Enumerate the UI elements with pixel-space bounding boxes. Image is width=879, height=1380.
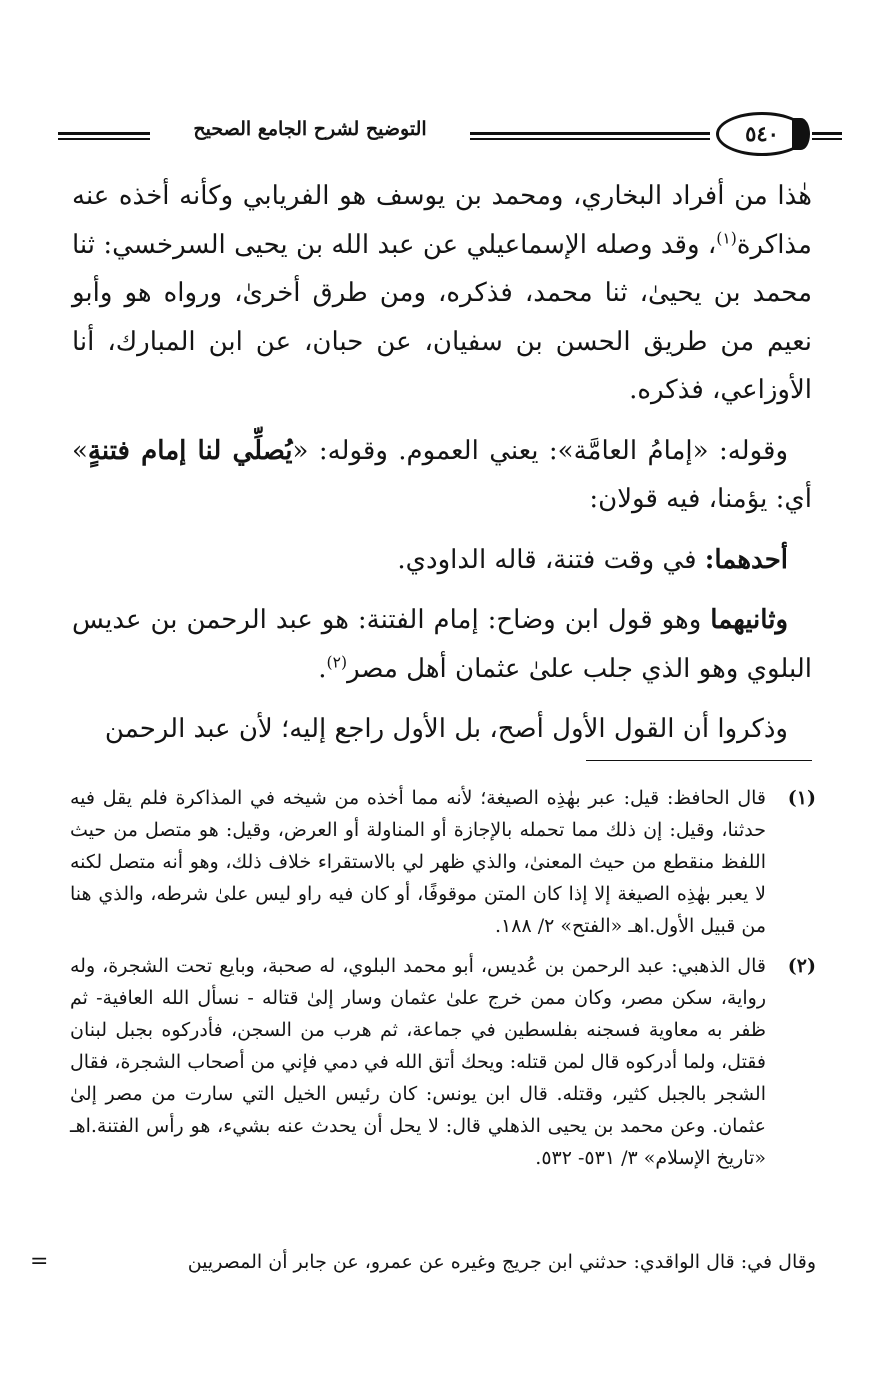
continuation-text: وقال في: قال الواقدي: حدثني ابن جريج وغيره عن عمرو، عن جابر أن المصريين [187,1251,816,1273]
page-header [40,112,852,160]
main-text [72,172,812,754]
footnote-1 [70,782,816,942]
header-rule-left [58,132,150,140]
paragraph-2-end: » أي: يؤمنا، فيه قولان: [72,435,812,514]
page-number: ٥٤٠ [716,112,808,156]
second-opinion-text: وهو قول ابن وضاح: إمام الفتنة: هو عبد الرحمن بن عديس البلوي وهو الذي جلب علىٰ عثمان أهل مصر [72,605,812,684]
paragraph-4 [72,596,812,693]
footnote-2 [70,950,816,1174]
paragraph-5 [72,705,812,754]
paragraph-5-text: وذكروا أن القول الأول أصح، بل الأول راجع إليه؛ لأن عبد الرحمن [104,714,788,744]
footnote-1-number: (١) [787,787,816,809]
footnote-2-number: (٢) [787,955,816,977]
footnote-separator [586,760,812,761]
footnote-continuation [30,1246,816,1278]
paragraph-1-text: هٰذا من أفراد البخاري، ومحمد بن يوسف هو الفريابي وكأنه أخذه عنه مذاكرة [72,181,812,260]
first-opinion-text: في وقت فتنة، قاله الداودي. [397,544,705,575]
paragraph-1-rest: ، وقد وصله الإسماعيلي عن عبد الله بن يحيى السرخسي: ثنا محمد بن يحيىٰ، ثنا محمد، فذكره، ومن طرق أخرىٰ، ورواه هو وأبو نعيم من طريق الحسن بن سفيان، عن حبان، عن ابن المبارك، أنا الأوزاعي، فذكره. [72,229,812,405]
paragraph-1 [72,172,812,415]
header-rule-middle [470,132,710,140]
paragraph-2 [72,427,812,524]
paragraph-2-start: وقوله: «إمامُ العامَّة»: يعني العموم. وقوله: « [292,435,789,466]
footnote-2-text: قال الذهبي: عبد الرحمن بن عُديس، أبو محمد البلوي، له صحبة، وبايع تحت الشجرة، وله رواية، سكن مصر، وكان ممن خرج علىٰ عثمان وسار إلىٰ قتاله - نسأل الله العافية- ثم ظفر به معاوية فسجنه بفلسطين في جماعة، ثم هرب من السجن، فأدركوه بجبل لبنان فقتل، ولما أدركوه قال لمن قتله: ويحك أتق الله في دمي فإني من أصحاب الشجرة، فقال الشجر بالجبل كثير، وقتله. قال ابن يونس: كان رئيس الخيل التي سارت من مصر إلىٰ عثمان. وعن محمد بن يحيى الذهلي قال: لا يحل أن يحدث عنه بشيء، هو رأس الفتنة.اهـ «تاريخ الإسلام» ٣/ ٥٣١- ٥٣٢. [70,955,766,1169]
footnotes [70,782,816,1182]
continuation-mark: = [30,1249,49,1274]
first-opinion-label: أحدهما: [704,544,788,575]
footnote-1-text: قال الحافظ: قيل: عبر بهٰذِه الصيغة؛ لأنه مما أخذه من شيخه في المذاكرة فلم يقل فيه حدثنا، وقيل: إن ذلك مما تحمله بالإجازة أو المناولة أو العرض، وقيل: هو متصل من حيث اللفظ منقطع من حيث المعنىٰ، والذي ظهر لي بالاستقراء خلاف ذلك، وهو أنه متصل لكنه لا يعبر بهٰذِه الصيغة إلا إذا كان المتن موقوفًا، أو كان فيه راو ليس علىٰ شرطه، والذي هنا من قبيل الأول.اهـ «الفتح» ٢/ ١٨٨. [70,787,766,937]
page-number-ornament [792,118,810,150]
header-rule-right [812,132,842,140]
hadith-quote: يُصلِّي لنا إمام فتنةٍ [87,435,293,466]
second-opinion-label: وثانيهما [710,605,788,635]
second-opinion-end: . [318,653,327,684]
paragraph-3 [72,536,812,585]
footnote-ref-2: (٢) [326,652,348,671]
running-title: التوضيح لشرح الجامع الصحيح [193,118,427,140]
footnote-ref-1: (١) [716,228,737,247]
